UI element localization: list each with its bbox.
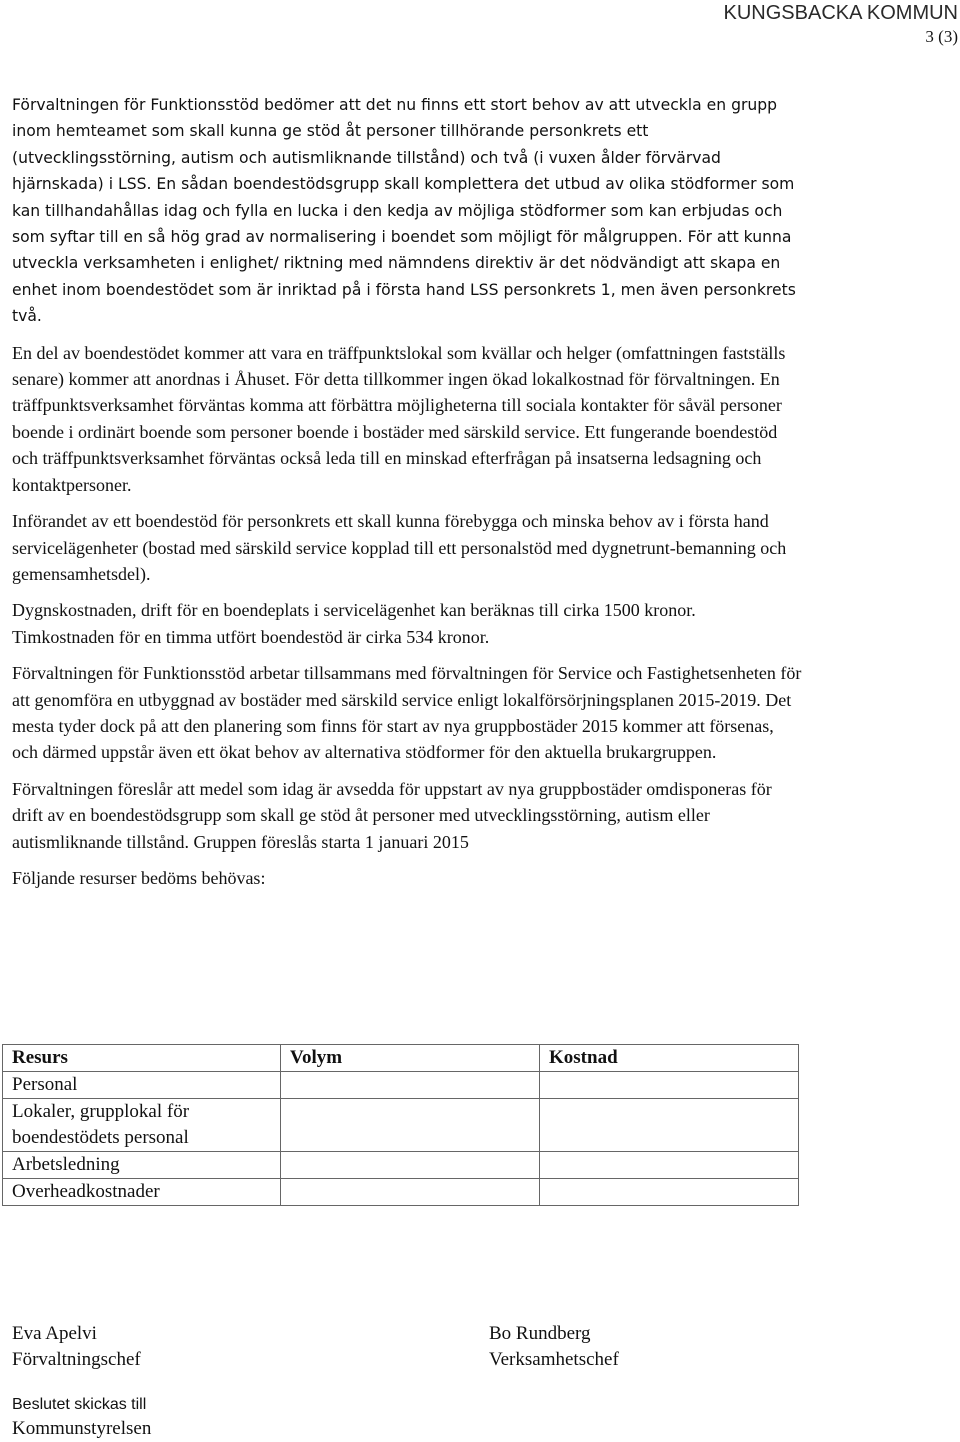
paragraph-intro bbox=[12, 92, 802, 330]
resource-table bbox=[2, 1044, 799, 1206]
column-header-kostnad: Kostnad bbox=[540, 1045, 799, 1072]
table-cell bbox=[281, 1179, 540, 1206]
document-body bbox=[12, 92, 802, 891]
table-cell: Overheadkostnader bbox=[3, 1179, 281, 1206]
distribution-recipient: Kommunstyrelsen bbox=[12, 1418, 152, 1439]
paragraph-proposal: Förvaltningen föreslår att medel som idag är avsedda för uppstart av nya gruppbostäder omdisponeras för drift av en boendestödsgrupp som skall ge stöd åt personer med utvecklingsstörning, autism eller autismliknande tillstånd. Gruppen föreslås starta 1 januari 2015 bbox=[12, 778, 772, 852]
table-cell bbox=[281, 1099, 540, 1152]
paragraph-costs: Dygnskostnaden, drift för en boendeplats i servicelägenhet kan beräknas till cirka 1500 kronor. Timkostnaden för en timma utfört boendestöd är cirka 534 kronor. bbox=[12, 600, 696, 647]
signature-right bbox=[489, 1321, 619, 1373]
page-number: 3 (3) bbox=[925, 27, 958, 46]
distribution-label: Beslutet skickas till bbox=[12, 1396, 147, 1413]
table-cell bbox=[540, 1152, 799, 1179]
table-cell: Lokaler, grupplokal för boendestödets personal bbox=[3, 1099, 281, 1152]
table-cell bbox=[540, 1072, 799, 1099]
table-row bbox=[3, 1099, 799, 1152]
organization-name: KUNGSBACKA KOMMUN bbox=[723, 2, 958, 24]
paragraph-housing-plan: Förvaltningen för Funktionsstöd arbetar tillsammans med förvaltningen för Service och Fastighetsenheten för att genomföra en utbyggnad av bostäder med särskild service enligt lokalförsörjningsplanen 2015-2019. Det mesta tyder dock på att den planering som finns för start av nya gruppbostäder 2015 kommer att försenas, och därmed uppstår även ett ökat behov av alternativa stödformer för den aktuella brukargruppen. bbox=[12, 663, 802, 763]
table-row bbox=[3, 1152, 799, 1179]
paragraph-prevention: Införandet av ett boendestöd för personkrets ett skall kunna förebygga och minska behov av i första hand servicelägenheter (bostad med särskild service kopplad till ett personalstöd med dygnetrunt-bemanning och gemensamhetsdel). bbox=[12, 511, 787, 584]
table-cell bbox=[281, 1152, 540, 1179]
table-cell: Personal bbox=[3, 1072, 281, 1099]
signature-name: Bo Rundberg bbox=[489, 1323, 591, 1344]
table-header-row bbox=[3, 1045, 799, 1072]
signature-title: Verksamhetschef bbox=[489, 1349, 619, 1370]
column-header-resurs: Resurs bbox=[3, 1045, 281, 1072]
table-row bbox=[3, 1179, 799, 1206]
paragraph-meeting-place: En del av boendestödet kommer att vara en träffpunktslokal som kvällar och helger (omfattningen fastställs senare) kommer att anordnas i Åhuset. För detta tillkommer ingen ökad lokalkostnad för förvaltningen. En träffpunktsverksamhet förväntas komma att förbättra möjligheterna till sociala kontakter för såväl personer boende i ordinärt boende som personer boende i bostäder med särskild service. Ett fungerande boendestöd och träffpunktsverksamhet förväntas också leda till en minskad efterfrågan på insatserna ledsagning och kontaktpersoner. bbox=[12, 342, 786, 495]
column-header-volym: Volym bbox=[281, 1045, 540, 1072]
table-cell: Arbetsledning bbox=[3, 1152, 281, 1179]
signature-left bbox=[12, 1321, 141, 1373]
signature-name: Eva Apelvi bbox=[12, 1323, 97, 1344]
paragraph-resources-intro: Följande resurser bedöms behövas: bbox=[12, 867, 266, 888]
table-cell bbox=[540, 1099, 799, 1152]
signature-title: Förvaltningschef bbox=[12, 1349, 141, 1370]
table-row bbox=[3, 1072, 799, 1099]
table-cell bbox=[540, 1179, 799, 1206]
paragraph-intro-text: Förvaltningen för Funktionsstöd bedömer att det nu finns ett stort behov av att utveckla en grupp inom hemteamet som skall kunna ge stöd åt personer tillhörande personkrets ett (utvecklingsstörning, autism och autismliknande tillstånd) och två (i vuxen ålder förvärvad hjärnskada) i LSS. En sådan boendestödsgrupp skall komplettera det utbud av olika stödformer som kan tillhandahållas idag och fylla en lucka i den kedja av möjliga stödformer som kan erbjudas och som syftar till en så hög grad av normalisering i boendet som möjligt för målgruppen. För att kunna utveckla verksamheten i enlighet/ riktning med nämndens direktiv är det nödvändigt att skapa en enhet inom boendestödet som är inriktad på i första hand LSS personkrets 1, men även personkrets två. bbox=[12, 96, 796, 326]
table-cell bbox=[281, 1072, 540, 1099]
